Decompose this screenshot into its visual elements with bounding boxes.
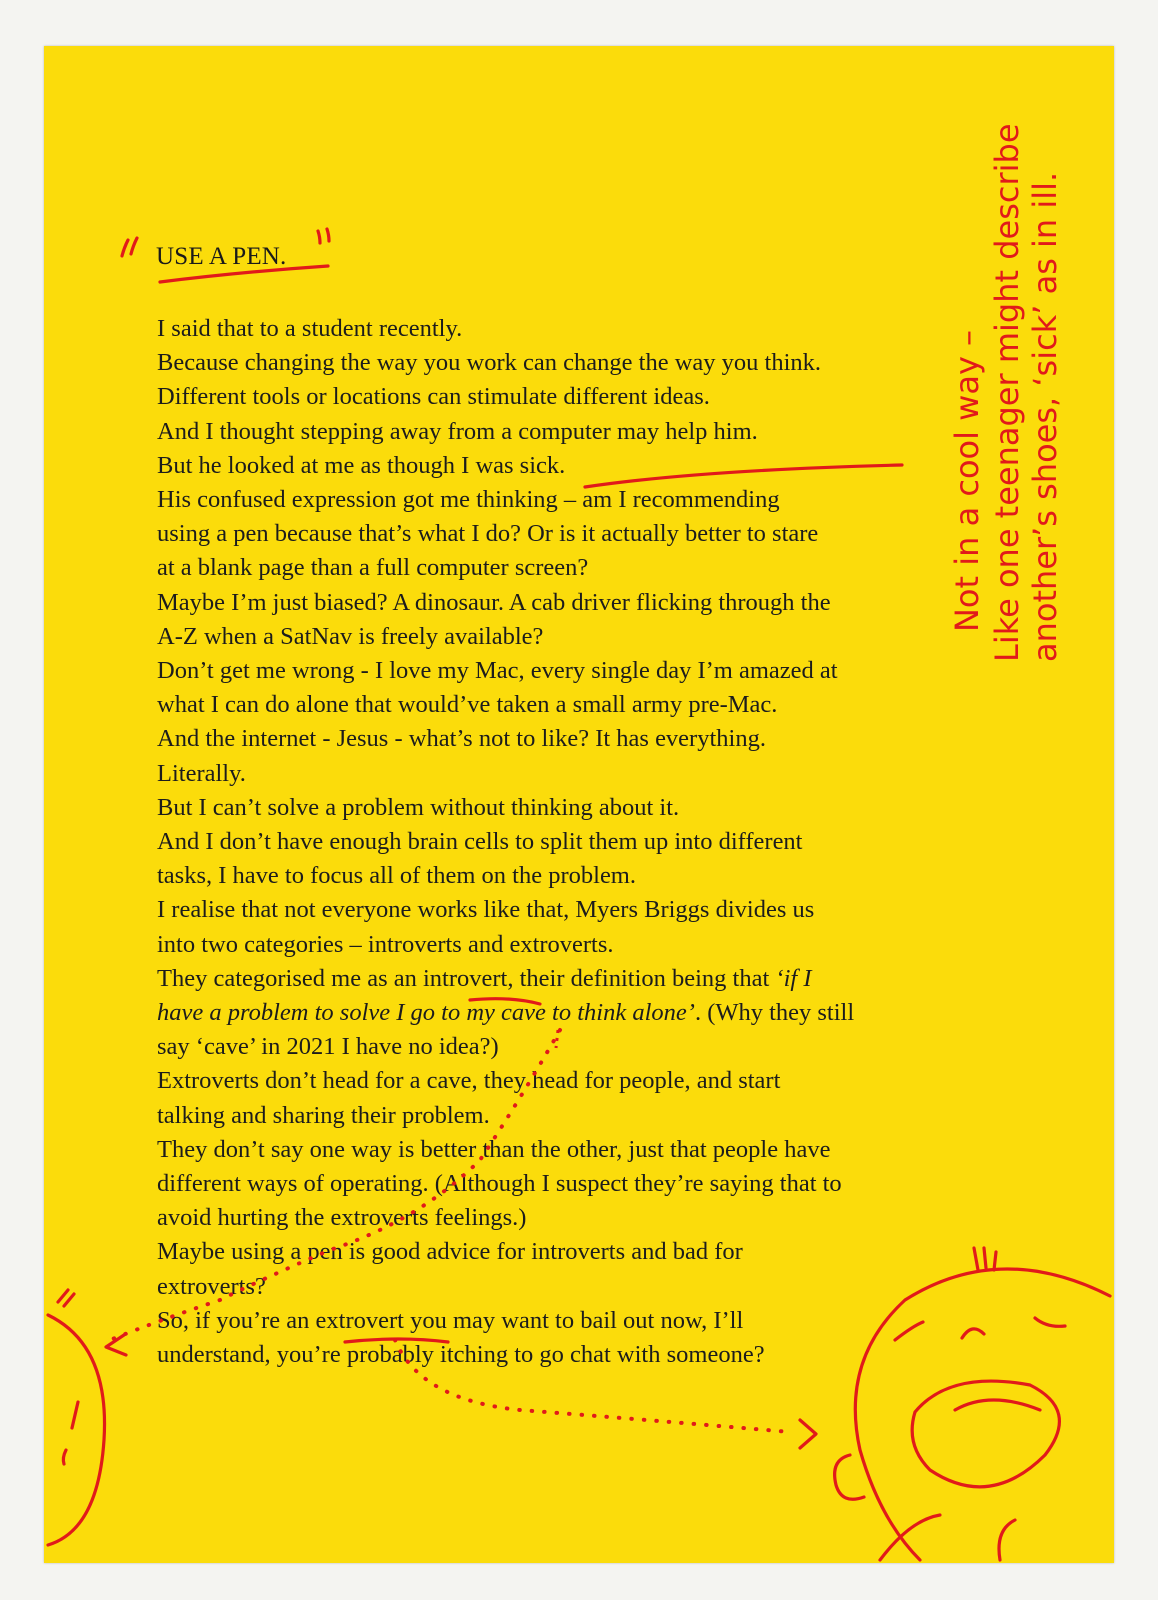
body-line: But he looked at me as though I was sick. xyxy=(157,451,566,479)
body-line: They don’t say one way is better than the other, just that people have xyxy=(157,1135,831,1163)
body-line: talking and sharing their problem. xyxy=(157,1101,490,1129)
body-line: using a pen because that’s what I do? Or is it actually better to stare xyxy=(157,520,819,548)
body-line: Because changing the way you work can change the way you think. xyxy=(157,349,822,377)
body-line: I realise that not everyone works like that, Myers Briggs divides us xyxy=(157,896,815,924)
body-line: His confused expression got me thinking – am I recommending xyxy=(157,486,780,514)
body-line: And I don’t have enough brain cells to split them up into different xyxy=(157,828,803,856)
body-line-text: They categorised me as an introvert, their definition being that xyxy=(157,964,776,992)
body-line: at a blank page than a full computer screen? xyxy=(157,554,589,582)
body-line: Different tools or locations can stimulate different ideas. xyxy=(157,383,710,411)
body-line: understand, you’re probably itching to go chat with someone? xyxy=(157,1341,765,1369)
body-line: And the internet - Jesus - what’s not to like? It has everything. xyxy=(157,725,766,753)
body-line: Don’t get me wrong - I love my Mac, every single day I’m amazed at xyxy=(157,657,838,685)
body-line: say ‘cave’ in 2021 I have no idea?) xyxy=(157,1033,499,1061)
body-line xyxy=(157,962,957,996)
body-line: avoid hurting the extroverts feelings.) xyxy=(157,1204,527,1232)
body-line: I said that to a student recently. xyxy=(157,315,463,342)
body-line-text: . (Why they still xyxy=(694,999,855,1027)
body-line: A-Z when a SatNav is freely available? xyxy=(157,622,544,650)
body-line: into two categories – introverts and extroverts. xyxy=(157,930,614,958)
handwritten-note-line-3: another’s shoes, ‘sick’ as in ill. xyxy=(1026,171,1064,662)
body-line: Maybe I’m just biased? A dinosaur. A cab driver flicking through the xyxy=(157,588,831,616)
body-line: So, if you’re an extrovert you may want to bail out now, I’ll xyxy=(157,1306,744,1334)
body-line: Maybe using a pen is good advice for introverts and bad for xyxy=(157,1238,743,1266)
body-text xyxy=(157,312,957,1372)
body-line: extroverts? xyxy=(157,1272,266,1300)
page-title: USE A PEN. xyxy=(156,243,287,270)
body-line: Extroverts don’t head for a cave, they head for people, and start xyxy=(157,1067,781,1095)
handwritten-note-line-1: Not in a cool way – xyxy=(948,329,986,632)
body-line: different ways of operating. (Although I suspect they’re saying that to xyxy=(157,1170,842,1198)
handwritten-note-line-2: Like one teenager might describe xyxy=(988,123,1026,662)
body-line xyxy=(157,996,957,1030)
body-line: tasks, I have to focus all of them on the problem. xyxy=(157,862,636,890)
body-line: But I can’t solve a problem without thinking about it. xyxy=(157,793,680,821)
body-line: And I thought stepping away from a computer may help him. xyxy=(157,417,758,445)
body-line: Literally. xyxy=(157,759,246,787)
body-line-italic: ‘if I xyxy=(775,964,812,992)
body-line-italic: have a problem to solve I go to my cave to think alone’ xyxy=(157,999,695,1027)
body-line: what I can do alone that would’ve taken a small army pre-Mac. xyxy=(157,691,778,719)
